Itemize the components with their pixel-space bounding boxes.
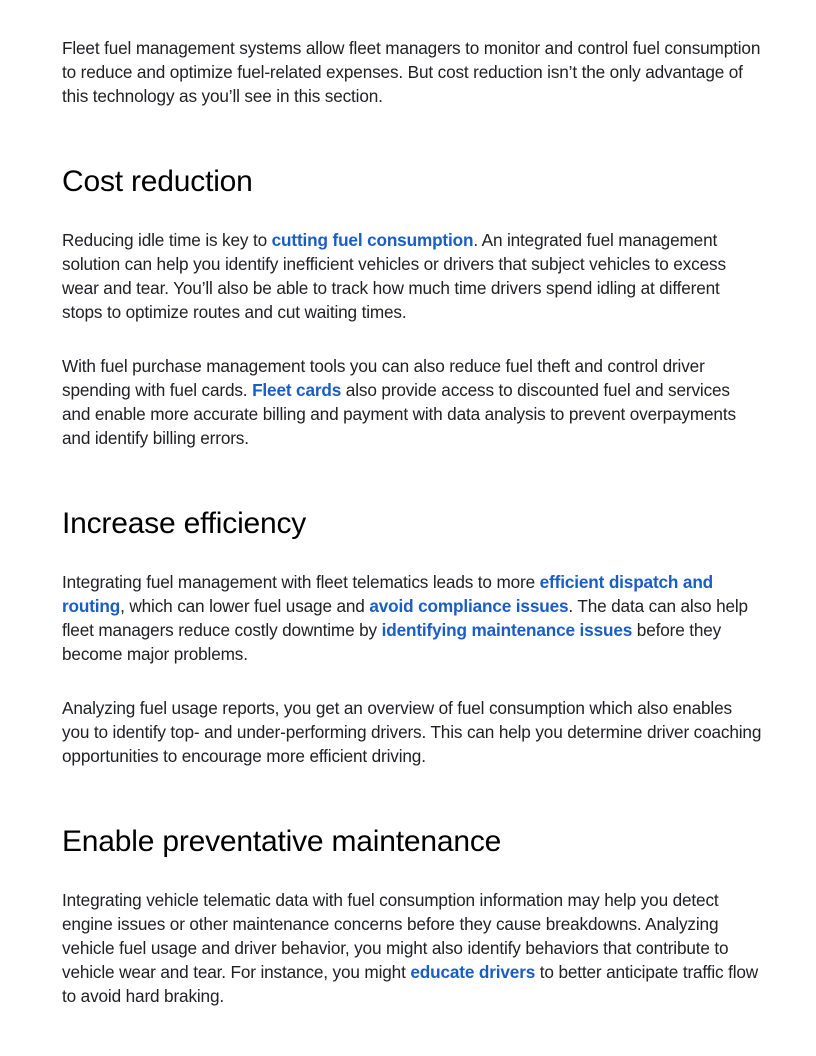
text: also provide access to discounted fuel and services and enable more accurate billing and payment with data analysis to prevent overpayments and identify billing errors.: [62, 380, 736, 448]
link-efficient-dispatch-and-routing[interactable]: efficient dispatch and routing: [62, 572, 714, 616]
heading-enable-preventative-maintenance: Enable preventative maintenance: [62, 825, 502, 858]
link-educate-drivers[interactable]: educate drivers: [410, 962, 536, 982]
link-fleet-cards[interactable]: Fleet cards: [252, 380, 342, 400]
text: . An integrated fuel management solution can help you identify inefficient vehicles or drivers that subject vehicles to excess wear and tear. You’ll also be able to track how much time drivers spend idling at different stops to optimize routes and cut waiting times.: [62, 230, 726, 322]
cost-reduction-paragraph-1: [62, 228, 762, 324]
document-page: [62, 36, 762, 1008]
text: Integrating vehicle telematic data with fuel consumption information may help you detect engine issues or other maintenance concerns before they cause breakdowns. Analyzing vehicle fuel usage and driver behavior, you might also identify behaviors that contribute to vehicle wear and tear. For instance, you might: [62, 890, 729, 982]
maintenance-paragraph-1: [62, 888, 762, 1008]
text: With fuel purchase management tools you can also reduce fuel theft and control driver spending with fuel cards.: [62, 356, 705, 400]
text: , which can lower fuel usage and: [120, 596, 370, 616]
text: to better anticipate traffic flow to avoid hard braking.: [62, 962, 759, 1006]
efficiency-paragraph-2: [62, 696, 762, 768]
intro-text: Fleet fuel management systems allow fleet managers to monitor and control fuel consumption to reduce and optimize fuel-related expenses. But cost reduction isn’t the only advantage of this technology as you’ll see in this section.: [62, 38, 761, 106]
heading-cost-reduction: Cost reduction: [62, 165, 253, 198]
text: Analyzing fuel usage reports, you get an overview of fuel consumption which also enables you to identify top- and under-performing drivers. This can help you determine driver coaching opportunities to encourage more efficient driving.: [62, 698, 762, 766]
text: Reducing idle time is key to: [62, 230, 272, 250]
link-identifying-maintenance-issues[interactable]: identifying maintenance issues: [381, 620, 633, 640]
link-cutting-fuel-consumption[interactable]: cutting fuel consumption: [271, 230, 474, 250]
cost-reduction-paragraph-2: [62, 354, 762, 450]
text: before they become major problems.: [62, 620, 722, 664]
heading-increase-efficiency: Increase efficiency: [62, 507, 307, 540]
text: . The data can also help fleet managers reduce costly downtime by: [62, 596, 748, 640]
text: Integrating fuel management with fleet telematics leads to more: [62, 572, 540, 592]
link-avoid-compliance-issues[interactable]: avoid compliance issues: [369, 596, 569, 616]
efficiency-paragraph-1: [62, 570, 762, 666]
intro-paragraph: [62, 36, 762, 108]
